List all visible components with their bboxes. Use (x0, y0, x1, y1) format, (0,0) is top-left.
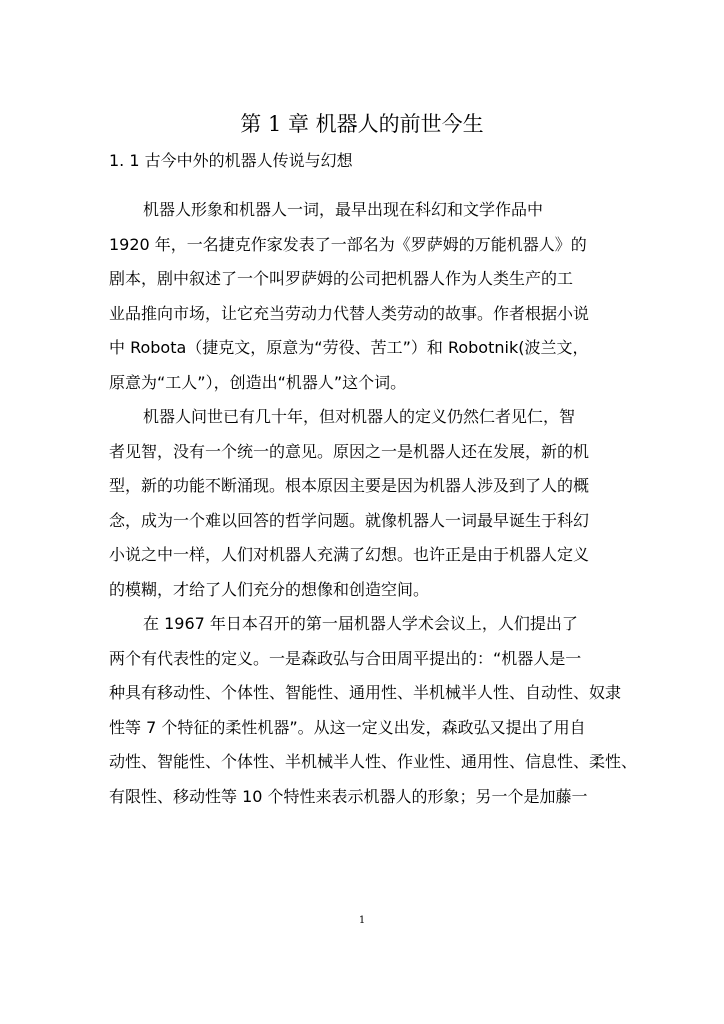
paragraph-line: 种具有移动性、个体性、智能性、通用性、半机械半人性、自动性、奴隶 (109, 683, 622, 702)
paragraph-line: 剧本，剧中叙述了一个叫罗萨姆的公司把机器人作为人类生产的工 (109, 269, 574, 288)
paragraph-line: 动性、智能性、个体性、半机械半人性、作业性、通用性、信息性、柔性、 (109, 752, 638, 771)
paragraph-line: 机器人问世已有几十年，但对机器人的定义仍然仁者见仁，智 (143, 407, 576, 426)
paragraph-line: 中 Robota（捷克文，原意为“劳役、苦工”）和 Robotnik(波兰文， (109, 338, 589, 357)
paragraph-line: 小说之中一样，人们对机器人充满了幻想。也许正是由于机器人定义 (109, 545, 590, 564)
paragraph-line: 有限性、移动性等 10 个特性来表示机器人的形象；另一个是加藤一 (109, 786, 588, 806)
paragraph-line: 原意为“工人”），创造出“机器人”这个词。 (109, 372, 407, 392)
paragraph-line: 1920 年，一名捷克作家发表了一部名为《罗萨姆的万能机器人》的 (109, 234, 587, 254)
paragraph-line: 在 1967 年日本召开的第一届机器人学术会议上，人们提出了 (143, 614, 578, 633)
page-number: 1 (358, 915, 366, 926)
paragraph-3 (109, 607, 638, 814)
paragraph-line: 者见智，没有一个统一的意见。原因之一是机器人还在发展，新的机 (109, 441, 590, 461)
paragraph-1 (109, 193, 629, 400)
chapter-title: 第 1 章 机器人的前世今生 (240, 112, 484, 136)
paragraph-line: 业品推向市场，让它充当劳动力代替人类劳动的故事。作者根据小说 (109, 303, 590, 323)
paragraph-line: 念，成为一个难以回答的哲学问题。就像机器人一词最早诞生于科幻 (109, 510, 590, 530)
section-title: 1. 1 古今中外的机器人传说与幻想 (109, 151, 353, 170)
paragraph-line: 性等 7 个特征的柔性机器”。从这一定义出发，森政弘又提出了用自 (109, 717, 586, 737)
paragraph-line: 型，新的功能不断涌现。根本原因主要是因为机器人涉及到了人的概 (109, 476, 590, 495)
paragraph-line: 两个有代表性的定义。一是森政弘与合田周平提出的：“机器人是一 (109, 648, 582, 668)
paragraph-line: 的模糊，才给了人们充分的想像和创造空间。 (109, 579, 430, 599)
body-text (109, 193, 638, 814)
paragraph-line: 机器人形象和机器人一词，最早出现在科幻和文学作品中 (143, 200, 544, 219)
paragraph-2 (109, 400, 629, 607)
